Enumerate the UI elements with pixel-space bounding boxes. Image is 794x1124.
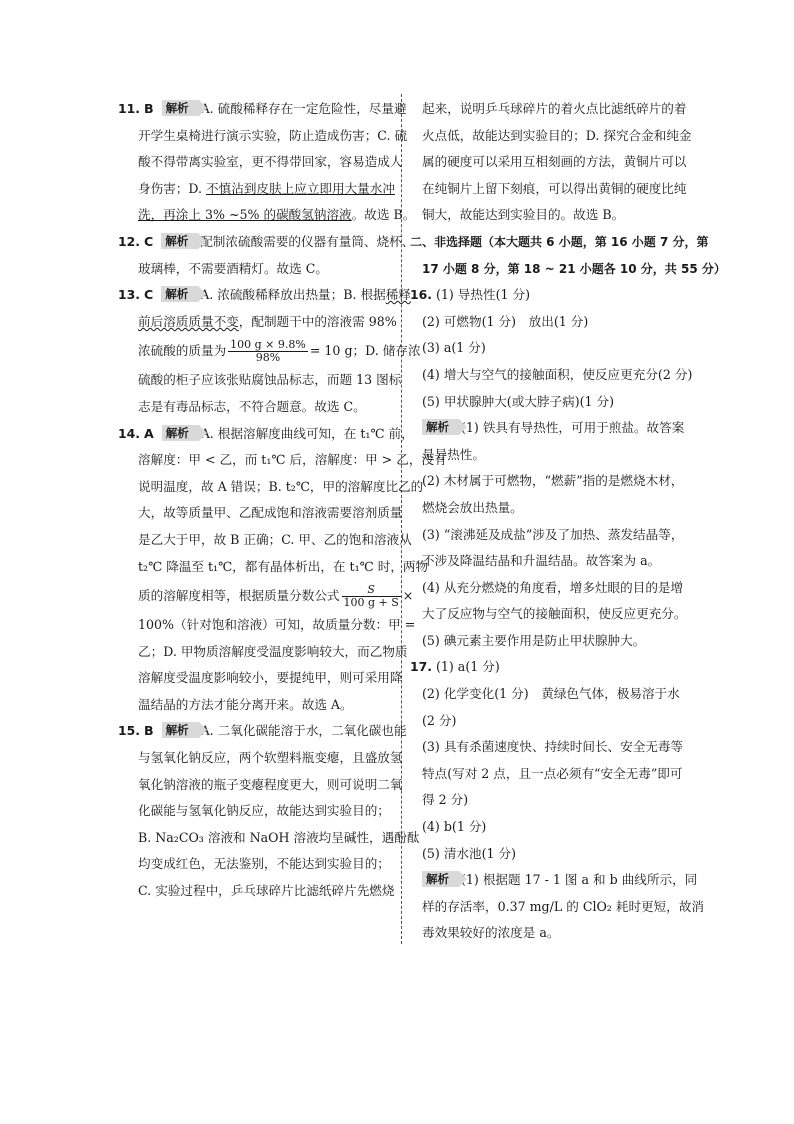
text-line: 化碳能与氢氧化钠反应，故能达到实验目的； (138, 803, 390, 819)
text-line: (3) “滚沸延及成盐”涉及了加热、蒸发结晶等， (422, 526, 684, 542)
question-number: 15. (118, 723, 140, 739)
text-line: A. 二氧化碳能溶于水，二氧化碳也能 (200, 723, 407, 739)
fraction-denominator: 100 g + S (343, 596, 399, 610)
answer-letter: B (143, 723, 154, 739)
fraction-numerator: 100 g × 9.8% (230, 338, 306, 352)
question-12 (118, 229, 415, 282)
text-line: 毒效果较好的浓度是 a。 (422, 925, 560, 941)
text-line: × (402, 588, 414, 604)
analysis-tag: 解析 (162, 100, 199, 116)
text-line: 大了反应物与空气的接触面积，使反应更充分。 (422, 606, 687, 622)
analysis-tag: 解析 (162, 425, 199, 441)
section-heading (410, 229, 726, 282)
text-line: A. 根据溶解度曲线可知，在 t₁℃ 前， (200, 425, 414, 441)
text-line: (2) 木材属于可燃物，“燃薪”指的是燃烧木材， (422, 473, 684, 489)
text-line: 温结晶的方法才能分离开来。故选 A。 (138, 696, 353, 712)
question-11 (118, 96, 416, 229)
underlined-text: 不慎沾到皮肤上应立即用大量水冲 (206, 180, 395, 196)
answer-letter: C (143, 287, 154, 303)
text-line: (5) 碘元素主要作用是防止甲状腺肿大。 (422, 632, 646, 648)
text-line: 不涉及降温结晶和升温结晶。故答案为 a。 (422, 553, 661, 569)
answer-line: (1) a(1 分) (435, 659, 500, 675)
text-line: 配制浓硫酸需要的仪器有量筒、烧杯、 (200, 233, 415, 249)
text-line: A. 硫酸稀释存在一定危险性，尽量避 (200, 101, 407, 116)
text-line: A. 浓硫酸稀释放出热量；B. 根据 (200, 287, 386, 303)
text-line: 样的存活率，0.37 mg/L 的 ClO₂ 耗时更短，故消 (422, 898, 705, 914)
text-line: B. Na₂CO₃ 溶液和 NaOH 溶液均呈碱性，遇酚酞 (138, 829, 420, 845)
answer-line: (2) 化学变化(1 分) 黄绿色气体，极易溶于水 (422, 686, 680, 702)
answer-line: (4) 增大与空气的接触面积，使反应更充分(2 分) (422, 366, 693, 382)
text-line: 质的溶解度相等，根据质量分数公式 (138, 588, 340, 604)
answer-letter: C (143, 233, 154, 249)
text-line: 100%（针对饱和溶液）可知，故质量分数：甲 = (138, 617, 416, 633)
answer-line: 特点(写对 2 点，且一点必须有“安全无毒”即可 (422, 765, 683, 781)
text-line: 火点低，故能达到实验目的；D. 探究合金和纯金 (422, 127, 692, 143)
section-heading-line: 17 小题 8 分，第 18 ~ 21 小题各 10 分，共 55 分） (422, 261, 726, 276)
text-line: (1) 根据题 17 - 1 图 a 和 b 曲线所示，同 (461, 872, 698, 888)
question-15 (118, 718, 420, 904)
text-line: 燃烧会放出热量。 (422, 499, 523, 515)
text-line: 与氢氧化钠反应，两个软塑料瓶变瘪，且盛放氢 (138, 750, 403, 766)
answer-line: (5) 甲状腺肿大(或大脖子病)(1 分) (422, 393, 615, 409)
underlined-text: 洗，再涂上 3% ~5% 的碳酸氢钠溶液 (138, 207, 352, 223)
question-number: 13. (118, 287, 140, 303)
text-line: C. 实验过程中，乒乓球碎片比滤纸碎片先燃烧 (138, 883, 395, 899)
text-line: ，配制题干中的溶液需 98% (238, 313, 397, 329)
section-heading-line: 二、非选择题（本大题共 6 小题，第 16 小题 7 分，第 (410, 234, 709, 249)
fraction (342, 584, 401, 609)
text-line: 大，故等质量甲、乙配成饱和溶液需要溶剂质量 (138, 505, 403, 521)
text-line: t₂℃ 降温至 t₁℃，都有晶体析出，在 t₁℃ 时，两物 (138, 558, 429, 574)
analysis-tag: 解析 (161, 286, 198, 302)
answer-line: (2) 可燃物(1 分) 放出(1 分) (422, 313, 589, 329)
text-line: 硫酸的柜子应该张贴腐蚀品标志，而题 13 图标 (138, 372, 402, 388)
text-line: (4) 从充分燃烧的角度看，增多灶眼的目的是增 (422, 579, 684, 595)
analysis-tag: 解析 (162, 722, 199, 738)
fraction (228, 339, 308, 364)
analysis-tag: 解析 (422, 419, 459, 435)
answer-line: (3) a(1 分) (422, 340, 486, 356)
analysis-tag: 解析 (161, 233, 198, 249)
fraction-numerator-text: S (367, 583, 375, 597)
text-line: 说明温度，故 A 错误；B. t₂℃，甲的溶解度比乙的 (138, 478, 424, 494)
text-line: 身伤害；D. (138, 180, 207, 196)
question-17 (410, 654, 705, 947)
right-column (410, 96, 726, 947)
text-line: 是乙大于甲，故 B 正确；C. 甲、乙的饱和溶液从 (138, 531, 412, 547)
text-line: (1) 铁具有导热性，可用于煎盐。故答案 (461, 420, 685, 436)
question-number: 17. (410, 659, 432, 675)
text-line: 起来，说明乒乓球碎片的着火点比滤纸碎片的着 (422, 101, 687, 116)
text-line: 铜大，故能达到实验目的。故选 B。 (422, 207, 625, 223)
text-line: 浓硫酸的质量为 (138, 343, 227, 359)
question-number: 12. (118, 233, 140, 249)
answer-line: (5) 清水池(1 分) (422, 845, 517, 861)
question-number: 11. (118, 101, 140, 116)
text-line: = 10 g；D. 储存浓 (309, 343, 421, 359)
text-line: 溶解度：甲 < 乙，而 t₁℃ 后，溶解度：甲 > 乙，没有 (138, 452, 447, 468)
answer-line: (2 分) (422, 712, 457, 728)
wavy-underlined-text: 稀释 (385, 287, 411, 303)
answer-letter: B (143, 101, 154, 116)
question-number: 16. (410, 287, 432, 303)
text-line: 属的硬度可以采用互相刻画的方法，黄铜片可以 (422, 154, 687, 170)
text-line: 开学生桌椅进行演示实验，防止造成伤害；C. 硫 (138, 127, 408, 143)
text-line: 均变成红色，无法鉴别，不能达到实验目的； (138, 856, 390, 872)
answer-line: (4) b(1 分) (422, 819, 487, 835)
text-line: 玻璃棒，不需要酒精灯。故选 C。 (138, 260, 328, 276)
text-line: 。故选 B。 (351, 207, 416, 223)
text-line: 乙；D. 甲物质溶解度受温度影响较大，而乙物质 (138, 643, 408, 659)
answer-line: (1) 导热性(1 分) (435, 287, 531, 303)
question-number: 14. (118, 425, 140, 441)
text-line: 是导热性。 (422, 446, 485, 462)
analysis-tag: 解析 (422, 871, 459, 887)
question-16 (410, 282, 693, 654)
answer-line: (3) 具有杀菌速度快、持续时间长、安全无毒等 (422, 739, 684, 755)
text-line: 溶解度受温度影响较小，要提纯甲，则可采用降 (138, 670, 403, 686)
text-line: 志是有毒品标志，不符合题意。故选 C。 (138, 398, 366, 414)
wavy-underlined-text: 前后溶质质量不变 (138, 313, 239, 329)
question-15-continued (410, 96, 692, 229)
text-line: 酸不得带离实验室，更不得带回家，容易造成人 (138, 154, 403, 170)
answer-line: 得 2 分) (422, 792, 469, 808)
text-line: 在纯铜片上留下刻痕，可以得出黄铜的硬度比纯 (422, 180, 687, 196)
answer-letter: A (143, 425, 154, 441)
fraction-denominator: 98% (255, 351, 281, 365)
text-line: 氧化钠溶液的瓶子变瘪程度更大，则可说明二氧 (138, 776, 403, 792)
